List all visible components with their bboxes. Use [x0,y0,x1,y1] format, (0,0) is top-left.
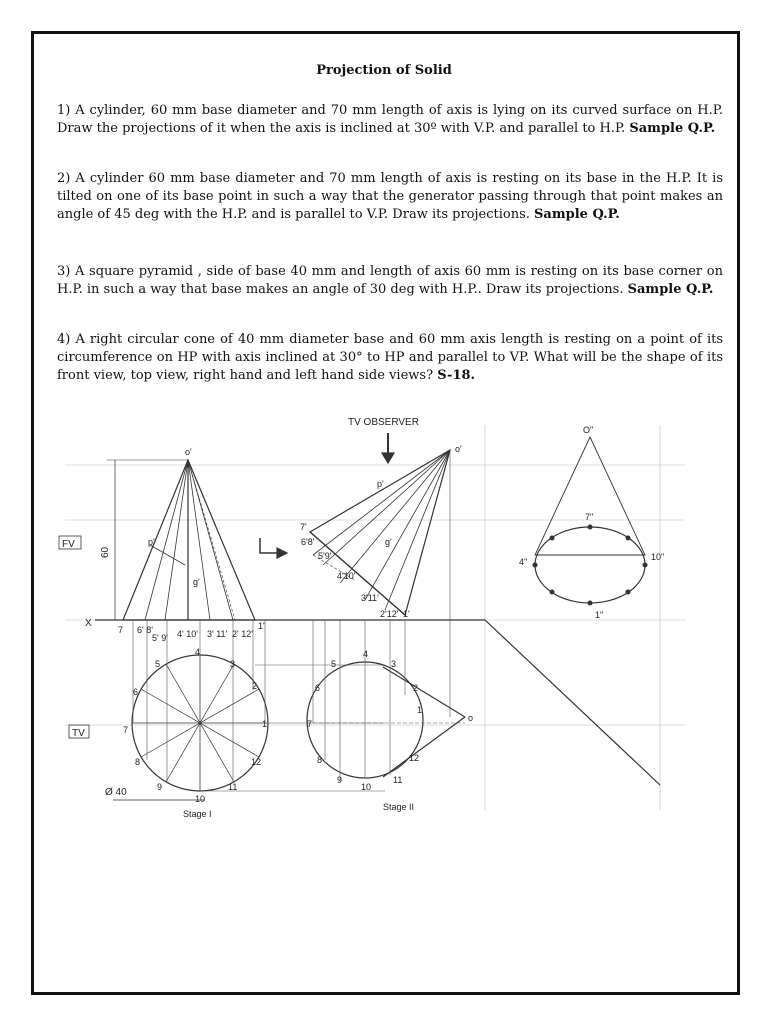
tv-point: 8 [135,757,141,767]
tv-point: 2 [252,681,258,691]
question-3 [57,263,723,299]
tv-point: 6 [133,687,139,697]
question-2-text: 2) A cylinder 60 mm base diameter and 70 mm length of axis is resting on its base in the H.P. It is tilted on one of its base point in such a way that the generator passing through that point makes an angle of 45 deg with the H.P. and is parallel to V.P. Draw its projections. [57,171,723,222]
tilt-point: 7' [300,522,307,532]
fv-point: 2' 12' [232,629,253,639]
side-point-7: 7" [585,512,594,522]
tv2-point: 2 [413,683,419,693]
tv2-point: 3 [391,659,397,669]
tv2-point: 12 [409,753,420,763]
question-4-text: 4) A right circular cone of 40 mm diameter base and 60 mm axis length is resting on a point of its circumference on HP with axis inclined at 30° to HP and parallel to VP. What will be the shape of its front view, top view, right hand and left hand side views? [57,332,723,383]
apex-tv-label: o [468,713,474,723]
apex-fv-label: o' [185,447,192,457]
question-1 [57,102,723,138]
question-4 [57,331,723,385]
cone-projection-drawing [55,405,695,825]
question-1-tag: Sample Q.P. [629,121,716,136]
fv-point: 7 [118,625,124,635]
tv-point: 9 [157,782,163,792]
side-point-4: 4" [519,557,528,567]
tv-point: 3 [230,659,236,669]
stage2-cone-fv [310,450,450,615]
point-p-label-2: p' [377,479,384,489]
tv2-point: 6 [315,683,321,693]
tv-point: 11 [228,782,238,792]
stage2-label: Stage II [383,802,415,812]
tv-point: 5 [155,659,161,669]
tilt-point: 5'9' [318,551,332,561]
tv2-point: 10 [361,782,372,792]
tilt-point: 4'10' [337,571,356,581]
generator-label: g' [193,577,200,587]
tv2-point: 8 [317,755,323,765]
question-4-tag: S-18. [437,368,476,383]
tv2-point: 9 [337,775,343,785]
generator-label-2: g' [385,537,392,547]
question-3-text: 3) A square pyramid , side of base 40 mm and length of axis 60 mm is resting on its base corner on H.P. in such a way that base makes an angle of 30 deg with H.P.. Draw its projections. [57,264,723,297]
tilt-point: 2'12' [380,609,399,619]
axis-length-label: 60 [100,546,111,558]
fv-point: 5' 9' [152,633,168,643]
tv2-point: 5 [331,659,337,669]
stage1-cone-fv [123,460,255,620]
tv-point: 1 [262,719,268,729]
side-point-10: 10" [651,552,665,562]
page-title: Projection of Solid [316,63,452,78]
tilt-point: 3'11' [361,593,379,603]
question-1-text: 1) A cylinder, 60 mm base diameter and 70 mm length of axis is lying on its curved surface on H.P. Draw the projections of it when the axis is inclined at 30º with V.P. and parallel to H.P. [57,103,723,136]
apex-side-label: O" [583,425,594,435]
stage1-label: Stage I [183,809,212,819]
side-point-1: 1" [595,610,604,620]
tv-point: 12 [251,757,262,767]
tv2-point: 7 [307,719,313,729]
tv2-point: 4 [363,649,369,659]
point-p-label: p' [148,537,155,547]
question-2 [57,170,723,224]
diameter-label: Ø 40 [105,787,127,798]
observer-label: TV OBSERVER [348,417,419,428]
tv-point: 7 [123,725,129,735]
tv-label: TV [72,728,85,739]
question-2-tag: Sample Q.P. [534,207,620,222]
question-3-tag: Sample Q.P. [627,282,714,297]
tv-point: 4 [195,647,201,657]
tilt-point: 6'8' [301,537,315,547]
fv-point: 4' 10' [177,629,198,639]
tilt-point: 1' [403,609,410,619]
apex-tilted-label: o' [455,444,462,454]
fv-point: 1' [258,621,265,631]
tv-point: 10 [195,794,206,804]
mitre-line [485,620,660,785]
fv-point: 3' 11' [207,629,228,639]
x-label: X [85,618,92,629]
tv2-point: 1 [417,705,423,715]
fv-point: 6' 8' [137,625,153,635]
fv-label: FV [62,539,75,550]
tv2-point: 11 [393,775,403,785]
